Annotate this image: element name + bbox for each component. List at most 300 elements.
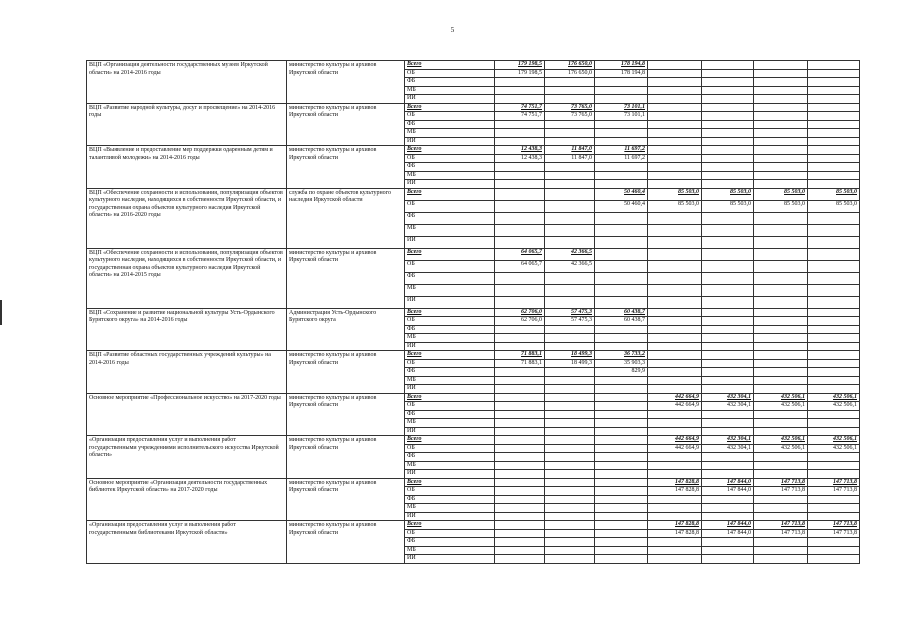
scan-edge-mark: [0, 300, 2, 325]
amount-cell: [702, 248, 754, 260]
amount-cell: [545, 402, 595, 411]
amount-cell: [702, 137, 754, 146]
amount-cell: [702, 272, 754, 284]
amount-cell: [702, 555, 754, 564]
amount-cell: [702, 453, 754, 462]
amount-cell: [648, 495, 702, 504]
amount-cell: [495, 393, 545, 402]
amount-cell: 57 475,3: [545, 317, 595, 326]
amount-cell: [702, 325, 754, 334]
amount-cell: 71 883,1: [495, 359, 545, 368]
amount-cell: [648, 112, 702, 121]
amount-cell: 432 506,1: [808, 393, 860, 402]
amount-cell: [495, 78, 545, 87]
amount-cell: [545, 180, 595, 189]
funding-source: ФБ: [405, 120, 495, 129]
amount-cell: 36 733,2: [595, 351, 648, 360]
funding-source: ОБ: [405, 487, 495, 496]
amount-cell: [495, 453, 545, 462]
amount-cell: [595, 555, 648, 564]
responsible-org: Администрация Усть-Ордынского Бурятского округа: [287, 308, 405, 351]
amount-cell: [495, 444, 545, 453]
amount-cell: [702, 470, 754, 479]
amount-cell: [808, 470, 860, 479]
amount-cell: [595, 120, 648, 129]
amount-cell: [702, 120, 754, 129]
amount-cell: [495, 137, 545, 146]
responsible-org: министерство культуры и архивов Иркутской области: [287, 436, 405, 479]
funding-source: Всего: [405, 521, 495, 530]
amount-cell: 11 847,0: [545, 146, 595, 155]
amount-cell: [702, 546, 754, 555]
amount-cell: [495, 86, 545, 95]
amount-cell: [754, 163, 808, 172]
amount-cell: [495, 129, 545, 138]
amount-cell: [495, 521, 545, 530]
amount-cell: 179 198,5: [495, 69, 545, 78]
amount-cell: [595, 512, 648, 521]
amount-cell: [754, 351, 808, 360]
amount-cell: 432 506,1: [808, 436, 860, 445]
amount-cell: [648, 504, 702, 513]
amount-cell: [545, 171, 595, 180]
amount-cell: [495, 546, 545, 555]
amount-cell: [754, 512, 808, 521]
funding-source: ИИ: [405, 342, 495, 351]
amount-cell: [754, 368, 808, 377]
funding-source: Всего: [405, 393, 495, 402]
amount-cell: [648, 461, 702, 470]
amount-cell: [495, 284, 545, 296]
amount-cell: [595, 180, 648, 189]
program-name: ВЦП «Сохранение и развитие национальной культуры Усть-Ордынского Бурятского округа» на 2014-2016 годы: [87, 308, 287, 351]
amount-cell: [495, 325, 545, 334]
amount-cell: [754, 129, 808, 138]
amount-cell: [495, 296, 545, 308]
amount-cell: [754, 120, 808, 129]
amount-cell: [648, 512, 702, 521]
amount-cell: [702, 95, 754, 104]
amount-cell: 147 713,8: [754, 521, 808, 530]
funding-source: ОБ: [405, 317, 495, 326]
amount-cell: [595, 453, 648, 462]
amount-cell: [754, 154, 808, 163]
amount-cell: 432 506,1: [808, 444, 860, 453]
amount-cell: [754, 95, 808, 104]
amount-cell: [595, 171, 648, 180]
amount-cell: [754, 453, 808, 462]
amount-cell: [648, 546, 702, 555]
amount-cell: [808, 512, 860, 521]
amount-cell: [595, 284, 648, 296]
amount-cell: 179 198,5: [495, 61, 545, 70]
amount-cell: [595, 495, 648, 504]
funding-source: ИИ: [405, 95, 495, 104]
funding-source: ФБ: [405, 212, 495, 224]
amount-cell: [808, 546, 860, 555]
funding-source: ФБ: [405, 163, 495, 172]
funding-source: МБ: [405, 546, 495, 555]
amount-cell: [595, 248, 648, 260]
amount-cell: 176 650,0: [545, 61, 595, 70]
amount-cell: [754, 334, 808, 343]
amount-cell: [648, 342, 702, 351]
amount-cell: [754, 260, 808, 272]
amount-cell: 442 664,9: [648, 393, 702, 402]
amount-cell: [495, 163, 545, 172]
amount-cell: [754, 180, 808, 189]
amount-cell: [754, 410, 808, 419]
amount-cell: 50 460,4: [595, 200, 648, 212]
amount-cell: [702, 112, 754, 121]
funding-source: ФБ: [405, 78, 495, 87]
amount-cell: 85 503,0: [754, 200, 808, 212]
funding-source: Всего: [405, 103, 495, 112]
amount-cell: [702, 368, 754, 377]
amount-cell: [595, 376, 648, 385]
amount-cell: [495, 385, 545, 394]
amount-cell: 147 713,8: [754, 487, 808, 496]
amount-cell: [595, 334, 648, 343]
amount-cell: [648, 146, 702, 155]
amount-cell: [595, 95, 648, 104]
amount-cell: 147 713,8: [808, 529, 860, 538]
amount-cell: [702, 385, 754, 394]
amount-cell: [702, 180, 754, 189]
amount-cell: 85 503,0: [702, 188, 754, 200]
amount-cell: [545, 453, 595, 462]
amount-cell: [495, 188, 545, 200]
amount-cell: [754, 284, 808, 296]
amount-cell: 85 503,0: [702, 200, 754, 212]
funding-source: ОБ: [405, 260, 495, 272]
table-row: [87, 521, 860, 530]
amount-cell: [754, 546, 808, 555]
amount-cell: [648, 376, 702, 385]
amount-cell: [702, 461, 754, 470]
amount-cell: [754, 236, 808, 248]
amount-cell: [595, 470, 648, 479]
amount-cell: [808, 385, 860, 394]
amount-cell: [702, 61, 754, 70]
amount-cell: [702, 495, 754, 504]
amount-cell: 57 475,3: [545, 308, 595, 317]
funding-source: Всего: [405, 436, 495, 445]
responsible-org: министерство культуры и архивов Иркутской области: [287, 248, 405, 308]
funding-source: Всего: [405, 188, 495, 200]
amount-cell: [545, 342, 595, 351]
funding-source: ИИ: [405, 512, 495, 521]
amount-cell: 85 503,0: [754, 188, 808, 200]
amount-cell: [702, 146, 754, 155]
amount-cell: [702, 78, 754, 87]
amount-cell: [545, 512, 595, 521]
amount-cell: 147 713,8: [808, 521, 860, 530]
amount-cell: [595, 137, 648, 146]
amount-cell: [545, 129, 595, 138]
amount-cell: [754, 171, 808, 180]
amount-cell: [495, 200, 545, 212]
amount-cell: [495, 410, 545, 419]
amount-cell: [545, 368, 595, 377]
amount-cell: [495, 272, 545, 284]
amount-cell: [808, 495, 860, 504]
funding-source: МБ: [405, 419, 495, 428]
funding-source: МБ: [405, 461, 495, 470]
amount-cell: [648, 334, 702, 343]
amount-cell: [808, 163, 860, 172]
amount-cell: [808, 61, 860, 70]
amount-cell: [648, 236, 702, 248]
program-name: ВЦП «Выявление и предоставление мер поддержки одаренным детям и талантливой молодежи» на 2014-2016 годы: [87, 146, 287, 189]
amount-cell: 147 844,0: [702, 521, 754, 530]
amount-cell: [495, 427, 545, 436]
funding-source: Всего: [405, 478, 495, 487]
amount-cell: [495, 504, 545, 513]
funding-source: Всего: [405, 146, 495, 155]
amount-cell: 442 664,9: [648, 444, 702, 453]
amount-cell: [648, 129, 702, 138]
amount-cell: 60 438,7: [595, 317, 648, 326]
amount-cell: [808, 129, 860, 138]
amount-cell: 85 503,0: [648, 188, 702, 200]
amount-cell: [545, 521, 595, 530]
amount-cell: [648, 163, 702, 172]
amount-cell: [595, 385, 648, 394]
amount-cell: 73 101,1: [595, 103, 648, 112]
amount-cell: [808, 308, 860, 317]
program-name: ВЦП «Организация деятельности государственных музеев Иркутской области» на 2014-2016 годы: [87, 61, 287, 104]
amount-cell: [495, 495, 545, 504]
amount-cell: [648, 78, 702, 87]
amount-cell: 71 883,1: [495, 351, 545, 360]
amount-cell: [702, 284, 754, 296]
amount-cell: 432 506,1: [754, 436, 808, 445]
amount-cell: [648, 272, 702, 284]
amount-cell: [754, 146, 808, 155]
amount-cell: [545, 296, 595, 308]
program-name: Основное мероприятие «Организация деятельности государственных библиотек Иркутской области» на 2017-2020 годы: [87, 478, 287, 521]
amount-cell: [648, 61, 702, 70]
amount-cell: [702, 538, 754, 547]
table-row: [87, 146, 860, 155]
funding-source: МБ: [405, 334, 495, 343]
amount-cell: [702, 154, 754, 163]
amount-cell: [545, 487, 595, 496]
amount-cell: [808, 86, 860, 95]
amount-cell: [595, 129, 648, 138]
amount-cell: [648, 359, 702, 368]
amount-cell: 42 366,5: [545, 260, 595, 272]
amount-cell: 178 194,8: [595, 69, 648, 78]
amount-cell: [495, 368, 545, 377]
amount-cell: 85 503,0: [808, 200, 860, 212]
amount-cell: [595, 538, 648, 547]
amount-cell: 35 903,3: [595, 359, 648, 368]
amount-cell: [648, 103, 702, 112]
amount-cell: [808, 325, 860, 334]
amount-cell: [754, 212, 808, 224]
amount-cell: [545, 86, 595, 95]
amount-cell: 73 765,0: [545, 103, 595, 112]
amount-cell: 11 847,0: [545, 154, 595, 163]
funding-source: ИИ: [405, 137, 495, 146]
funding-source: ФБ: [405, 495, 495, 504]
amount-cell: [545, 444, 595, 453]
amount-cell: 147 844,0: [702, 487, 754, 496]
amount-cell: [545, 436, 595, 445]
amount-cell: 147 844,0: [702, 478, 754, 487]
responsible-org: министерство культуры и архивов Иркутской области: [287, 103, 405, 146]
amount-cell: 829,9: [595, 368, 648, 377]
table-row: [87, 188, 860, 200]
amount-cell: 11 697,2: [595, 146, 648, 155]
table-row: [87, 393, 860, 402]
amount-cell: [808, 180, 860, 189]
amount-cell: 432 304,1: [702, 393, 754, 402]
amount-cell: 73 765,0: [545, 112, 595, 121]
amount-cell: [754, 69, 808, 78]
amount-cell: [595, 427, 648, 436]
amount-cell: [702, 86, 754, 95]
funding-source: ФБ: [405, 325, 495, 334]
amount-cell: [754, 86, 808, 95]
amount-cell: [754, 308, 808, 317]
amount-cell: [754, 248, 808, 260]
funding-source: ОБ: [405, 444, 495, 453]
funding-source: ФБ: [405, 410, 495, 419]
amount-cell: [545, 236, 595, 248]
amount-cell: [648, 137, 702, 146]
amount-cell: 85 503,0: [648, 200, 702, 212]
funding-source: ИИ: [405, 427, 495, 436]
amount-cell: [595, 78, 648, 87]
program-name: ВЦП «Обеспечение сохранности и использования, популяризация объектов культурного наследия, находящихся в собственности Иркутской области, и государственная охрана объектов культурного наследия Иркутской области» на 2016-2020 годы: [87, 188, 287, 248]
responsible-org: министерство культуры и архивов Иркутской области: [287, 478, 405, 521]
amount-cell: [595, 529, 648, 538]
funding-source: ФБ: [405, 272, 495, 284]
amount-cell: 147 828,8: [648, 529, 702, 538]
amount-cell: [495, 236, 545, 248]
amount-cell: [595, 325, 648, 334]
amount-cell: [648, 317, 702, 326]
amount-cell: [754, 504, 808, 513]
funding-source: ОБ: [405, 154, 495, 163]
amount-cell: [754, 317, 808, 326]
amount-cell: [648, 368, 702, 377]
amount-cell: [808, 224, 860, 236]
table-row: [87, 308, 860, 317]
table-row: [87, 248, 860, 260]
amount-cell: [702, 512, 754, 521]
amount-cell: [648, 95, 702, 104]
amount-cell: [702, 376, 754, 385]
amount-cell: [648, 284, 702, 296]
funding-source: ФБ: [405, 453, 495, 462]
amount-cell: 432 506,1: [754, 444, 808, 453]
program-name: «Организация предоставления услуг и выполнения работ государственными библиотеками Иркутской области»: [87, 521, 287, 564]
amount-cell: [545, 393, 595, 402]
amount-cell: 432 506,1: [754, 402, 808, 411]
amount-cell: [595, 436, 648, 445]
amount-cell: [754, 419, 808, 428]
amount-cell: [808, 69, 860, 78]
amount-cell: [808, 317, 860, 326]
amount-cell: [595, 419, 648, 428]
amount-cell: 147 713,8: [808, 487, 860, 496]
amount-cell: [702, 334, 754, 343]
amount-cell: [648, 260, 702, 272]
program-name: Основное мероприятие «Профессиональное искусство» на 2017-2020 годы: [87, 393, 287, 436]
amount-cell: [545, 272, 595, 284]
amount-cell: 442 664,9: [648, 402, 702, 411]
amount-cell: [545, 78, 595, 87]
amount-cell: [545, 529, 595, 538]
responsible-org: служба по охране объектов культурного наследия Иркутской области: [287, 188, 405, 248]
amount-cell: [648, 224, 702, 236]
amount-cell: 147 844,0: [702, 529, 754, 538]
funding-source: ОБ: [405, 359, 495, 368]
amount-cell: [808, 120, 860, 129]
amount-cell: [495, 120, 545, 129]
amount-cell: [808, 154, 860, 163]
funding-source: МБ: [405, 171, 495, 180]
amount-cell: [808, 146, 860, 155]
amount-cell: [595, 410, 648, 419]
amount-cell: [495, 461, 545, 470]
amount-cell: [648, 427, 702, 436]
table-row: [87, 436, 860, 445]
amount-cell: [648, 86, 702, 95]
amount-cell: 62 706,0: [495, 317, 545, 326]
amount-cell: [808, 212, 860, 224]
amount-cell: [754, 359, 808, 368]
funding-source: ИИ: [405, 180, 495, 189]
amount-cell: [808, 461, 860, 470]
amount-cell: 147 828,8: [648, 521, 702, 530]
amount-cell: [595, 444, 648, 453]
amount-cell: [648, 385, 702, 394]
funding-source: МБ: [405, 376, 495, 385]
amount-cell: [495, 224, 545, 236]
amount-cell: [702, 260, 754, 272]
amount-cell: 178 194,8: [595, 61, 648, 70]
amount-cell: [595, 296, 648, 308]
amount-cell: [648, 154, 702, 163]
amount-cell: [702, 236, 754, 248]
amount-cell: [702, 504, 754, 513]
funding-source: Всего: [405, 61, 495, 70]
funding-source: ОБ: [405, 112, 495, 121]
amount-cell: [545, 538, 595, 547]
amount-cell: [808, 236, 860, 248]
amount-cell: [702, 342, 754, 351]
amount-cell: [545, 385, 595, 394]
amount-cell: [808, 260, 860, 272]
amount-cell: [495, 180, 545, 189]
amount-cell: [545, 478, 595, 487]
amount-cell: [702, 103, 754, 112]
amount-cell: [495, 487, 545, 496]
amount-cell: [808, 334, 860, 343]
amount-cell: [495, 95, 545, 104]
amount-cell: [595, 546, 648, 555]
amount-cell: [595, 212, 648, 224]
funding-source: Всего: [405, 248, 495, 260]
amount-cell: [808, 296, 860, 308]
amount-cell: [495, 470, 545, 479]
funding-source: ИИ: [405, 470, 495, 479]
